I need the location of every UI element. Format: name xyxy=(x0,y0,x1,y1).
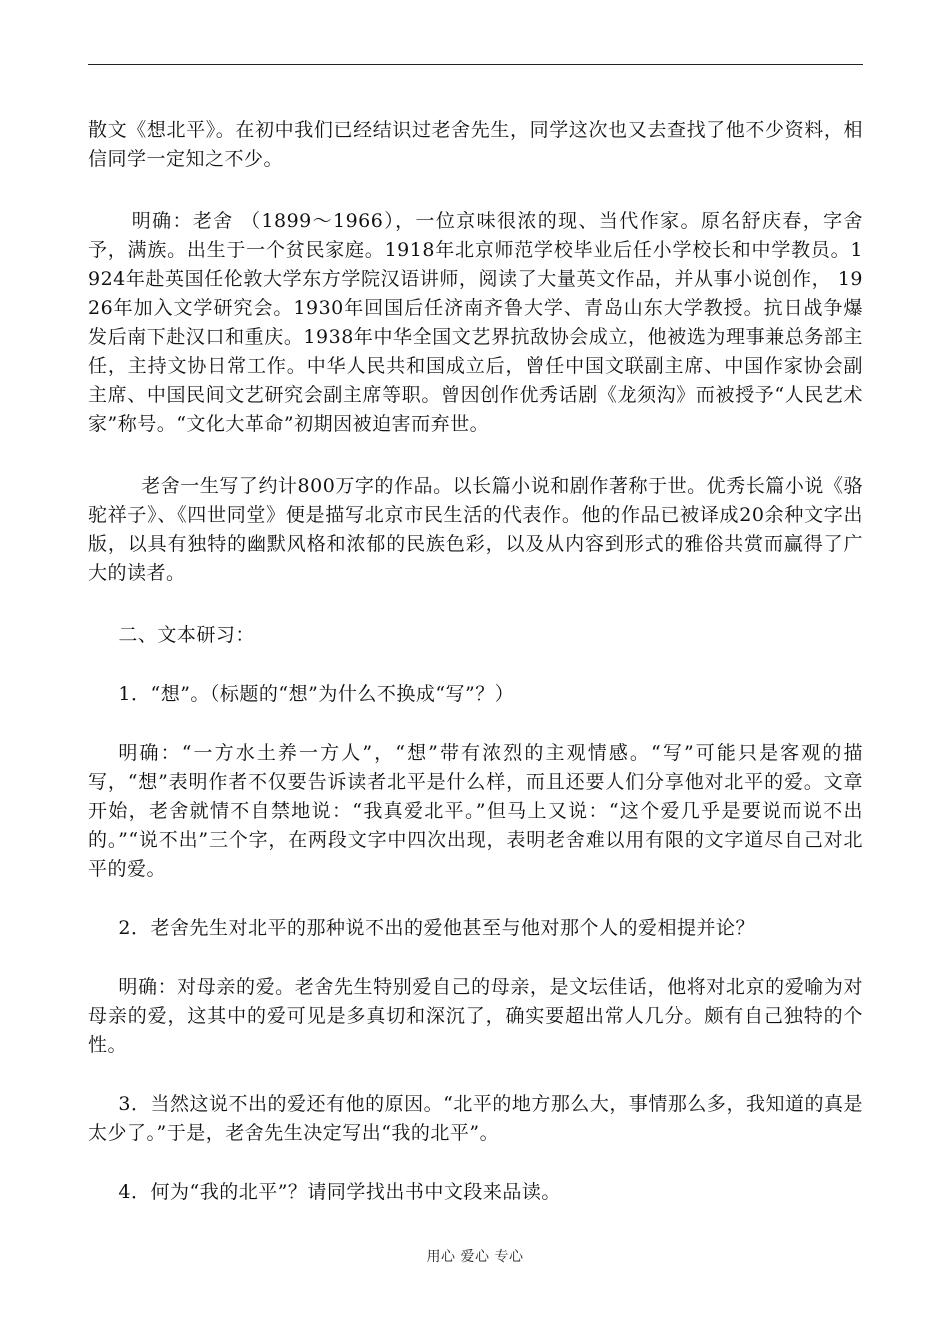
paragraph-works: 老舍一生写了约计800万字的作品。以长篇小说和剧作著称于世。优秀长篇小说《骆驼祥子》、《四世同堂》便是描写北京市民生活的代表作。他的作品已被译成20余种文字出版，以具有独特的幽默风格和浓郁的民族色彩，以及从内容到形式的雅俗共赏而赢得了广大的读者。 xyxy=(88,475,863,584)
document-body xyxy=(88,116,863,1207)
answer-1: 明确：“一方水土养一方人”，“想”带有浓烈的主观情感。“写”可能只是客观的描写，“想”表明作者不仅要告诉读者北平是什么样，而且还要人们分享他对北平的爱。文章开始，老舍就情不自禁地说：“我真爱北平。”但马上又说：“这个爱几乎是要说而说不出的。”“说不出”三个字，在两段文字中四次出现，表明老舍难以用有限的文字道尽自己对北平的爱。 xyxy=(88,742,863,880)
question-2: 2．老舍先生对北平的那种说不出的爱他甚至与他对那个人的爱相提并论？ xyxy=(118,917,755,939)
question-3: 3．当然这说不出的爱还有他的原因。“北平的地方那么大，事情那么多，我知道的真是太少了。”于是，老舍先生决定写出“我的北平”。 xyxy=(88,1093,863,1144)
question-1: 1．“想”。（标题的“想”为什么不换成“写”？） xyxy=(118,683,515,705)
section-heading-text-study: 二、文本研习： xyxy=(118,624,255,646)
paragraph-author-bio: 明确：老舍 （1899～1966），一位京味很浓的现、当代作家。原名舒庆春，字舍予，满族。出生于一个贫民家庭。1918年北京师范学校毕业后任小学校长和中学教员。1924年赴英国任伦敦大学东方学院汉语讲师，阅读了大量英文作品，并从事小说创作， 1926年加入文学研究会。1930年回国后任济南齐鲁大学、青岛山东大学教授。抗日战争爆发后南下赴汉口和重庆。1938年中华全国文艺界抗敌协会成立，他被选为理事兼总务部主任，主持文协日常工作。中华人民共和国成立后，曾任中国文联副主席、中国作家协会副主席、中国民间文艺研究会副主席等职。曾因创作优秀话剧《龙须沟》而被授予“人民艺术家”称号。“文化大革命”初期因被迫害而弃世。 xyxy=(88,210,863,435)
page-footer: 用心 爱心 专心 xyxy=(426,1249,524,1265)
paragraph-intro: 散文《想北平》。在初中我们已经结识过老舍先生，同学这次也又去查找了他不少资料，相信同学一定知之不少。 xyxy=(88,119,863,170)
answer-2: 明确：对母亲的爱。老舍先生特别爱自己的母亲，是文坛佳话，他将对北京的爱喻为对母亲的爱，这其中的爱可见是多真切和深沉了，确实要超出常人几分。颇有自己独特的个性。 xyxy=(88,976,863,1056)
header-rule xyxy=(88,64,863,65)
question-4: 4．何为“我的北平”？请同学找出书中文段来品读。 xyxy=(118,1181,561,1203)
